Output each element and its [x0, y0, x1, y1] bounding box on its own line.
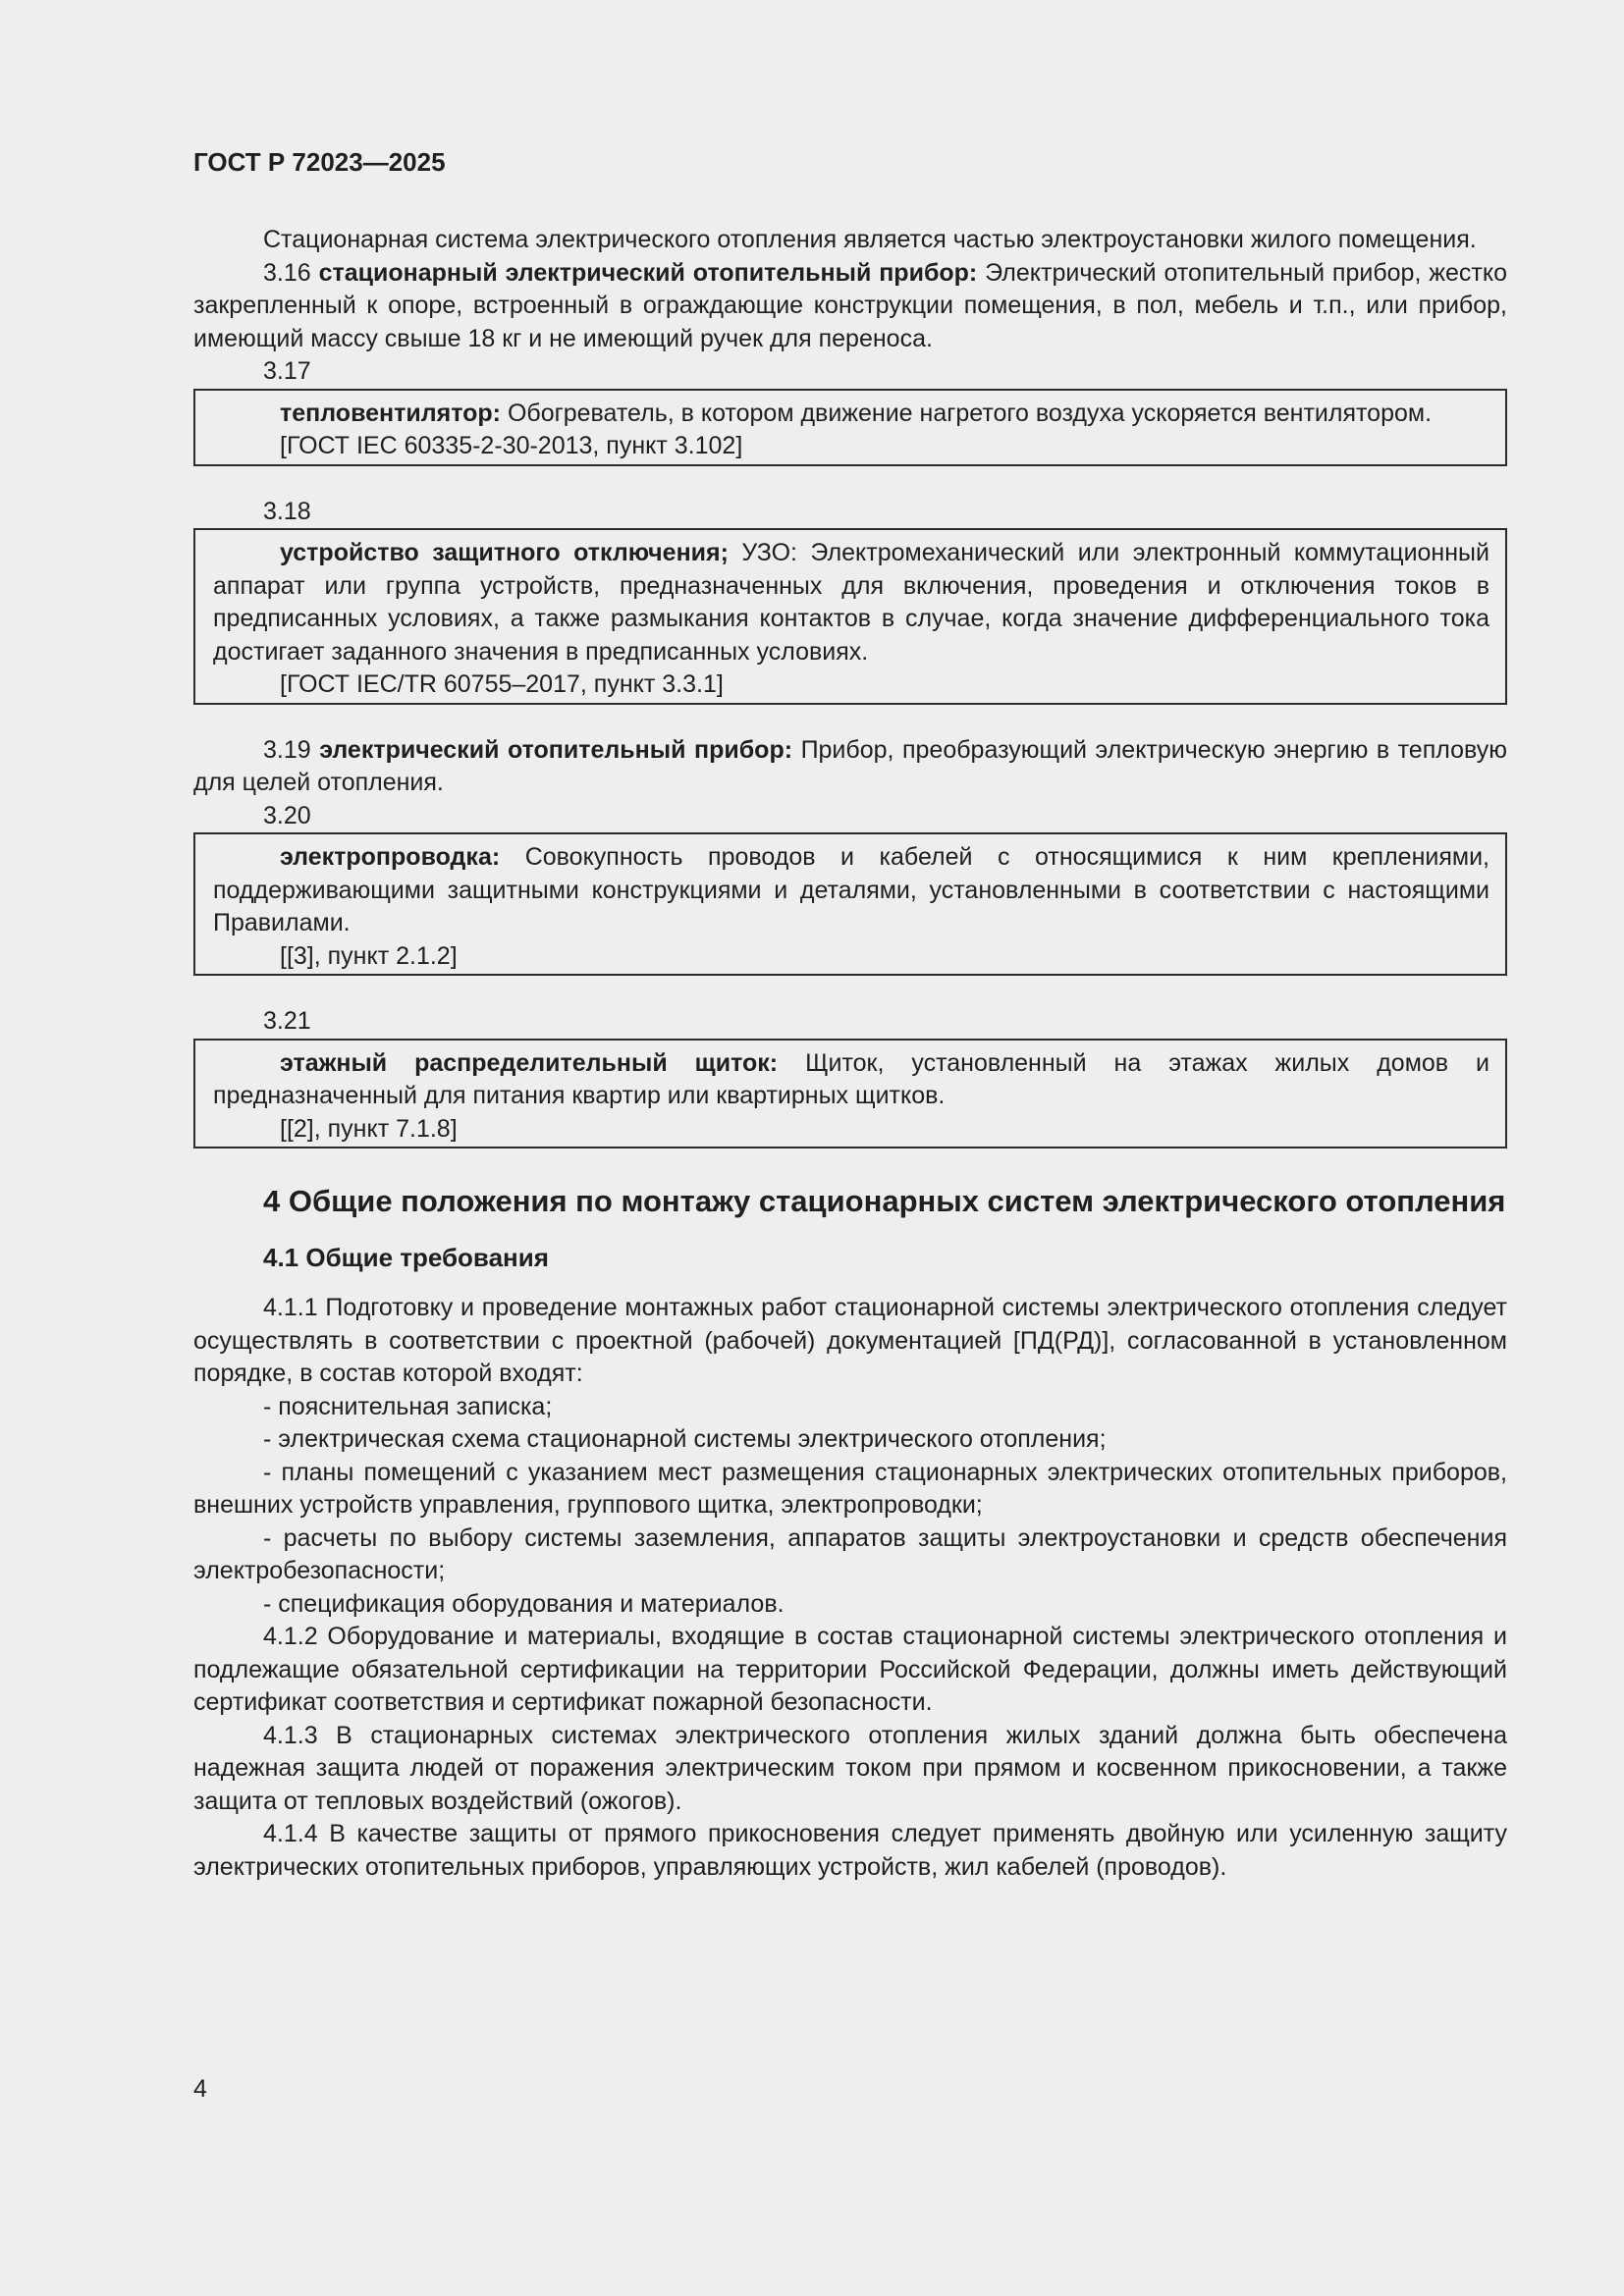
term-number-3-21: 3.21 — [263, 1007, 311, 1035]
term-source: [ГОСТ IEC/TR 60755–2017, пункт 3.3.1] — [280, 670, 724, 698]
term-definition: Прибор, преобразующий электрическую энергию в тепловую для целей отопления. — [193, 735, 1507, 796]
term-box-3-17 — [193, 389, 1507, 466]
term-definition: УЗО: Электромеханический или электронный коммутационный аппарат или группа устройств, предназначенных для включения, проведения и отключения токов в предписанных условиях, а также размыкания контактов в случае, когда значение дифференциального тока достигает заданного значения в предписанных условиях. — [213, 539, 1489, 666]
term-definition: Щиток, установленный на этажах жилых домов и предназначенный для питания квартир или квартирных щитков. — [213, 1048, 1489, 1109]
term-source: [[3], пункт 2.1.2] — [280, 941, 458, 970]
term-title: тепловентилятор: — [280, 399, 501, 427]
term-3-16 — [193, 257, 1507, 356]
paragraph-4-1-1: 4.1.1 Подготовку и проведение монтажных работ стационарной системы электрического отопления следует осуществлять в соответствии с проектной (рабочей) документацией [ПД(РД)], согласованной в установленном порядке, в состав которой входят: — [193, 1294, 1507, 1387]
paragraph-4-1-4: 4.1.4 В качестве защиты от прямого прикосновения следует применять двойную или усиленную защиту электрических отопительных приборов, управляющих устройств, жил кабелей (проводов). — [193, 1820, 1507, 1881]
list-item: - спецификация оборудования и материалов. — [263, 1589, 785, 1618]
term-number-3-18: 3.18 — [263, 497, 311, 525]
term-number-3-17: 3.17 — [263, 357, 311, 385]
document-code: ГОСТ Р 72023—2025 — [193, 147, 446, 177]
term-source: [ГОСТ IEC 60335-2-30-2013, пункт 3.102] — [280, 432, 743, 459]
term-box-3-18 — [193, 528, 1507, 705]
term-title: этажный распределительный щиток: — [280, 1048, 779, 1077]
term-definition: Обогреватель, в котором движение нагретого воздуха ускоряется вентилятором. — [507, 399, 1433, 427]
paragraph-intro: Стационарная система электрического отопления является частью электроустановки жилого помещения. — [263, 226, 1477, 253]
list-item: - планы помещений с указанием мест размещения стационарных электрических отопительных приборов, внешних устройств управления, группового щитка, электропроводки; — [193, 1458, 1507, 1519]
term-definition: Электрический отопительный прибор, жестко закрепленный к опоре, встроенный в ограждающие конструкции помещения, в пол, мебель и т.п., или прибор, имеющий массу свыше 18 кг и не имеющий ручек для переноса. — [193, 258, 1507, 352]
section-4-heading: 4 Общие положения по монтажу стационарных систем электрического отопления — [263, 1184, 1506, 1218]
term-definition: Совокупность проводов и кабелей с относящимися к ним креплениями, поддерживающими защитными конструкциями и деталями, установленными в соответствии с настоящими Правилами. — [213, 843, 1489, 936]
term-title: стационарный электрический отопительный прибор: — [318, 258, 978, 287]
page-number: 4 — [193, 2075, 207, 2103]
list-item: - расчеты по выбору системы заземления, аппаратов защиты электроустановки и средств обеспечения электробезопасности; — [193, 1523, 1507, 1584]
term-title: устройство защитного отключения; — [280, 539, 729, 566]
term-box-3-20 — [193, 832, 1507, 976]
term-number-3-20: 3.20 — [263, 801, 311, 829]
paragraph-4-1-2: 4.1.2 Оборудование и материалы, входящие в состав стационарной системы электрического отопления и подлежащие обязательной сертификации на территории Российской Федерации, должны иметь действующий сертификат соответствия и сертификат пожарной безопасности. — [193, 1623, 1507, 1716]
term-source: [[2], пункт 7.1.8] — [280, 1114, 458, 1143]
paragraph-4-1-3: 4.1.3 В стационарных системах электрического отопления жилых зданий должна быть обеспечена надежная защита людей от поражения электрическим током при прямом и косвенном прикосновении, а также защита от тепловых воздействий (ожогов). — [193, 1721, 1507, 1815]
main-content — [193, 0, 1507, 1884]
term-title: электрический отопительный прибор: — [319, 735, 793, 764]
term-number: 3.16 — [263, 258, 311, 287]
list-item: - электрическая схема стационарной системы электрического отопления; — [263, 1425, 1107, 1453]
term-box-3-21 — [193, 1039, 1507, 1149]
term-3-19 — [193, 734, 1507, 800]
subsection-4-1-heading: 4.1 Общие требования — [263, 1243, 549, 1272]
term-number: 3.19 — [263, 735, 311, 764]
term-title: электропроводка: — [280, 843, 501, 871]
list-item: - пояснительная записка; — [263, 1392, 553, 1420]
